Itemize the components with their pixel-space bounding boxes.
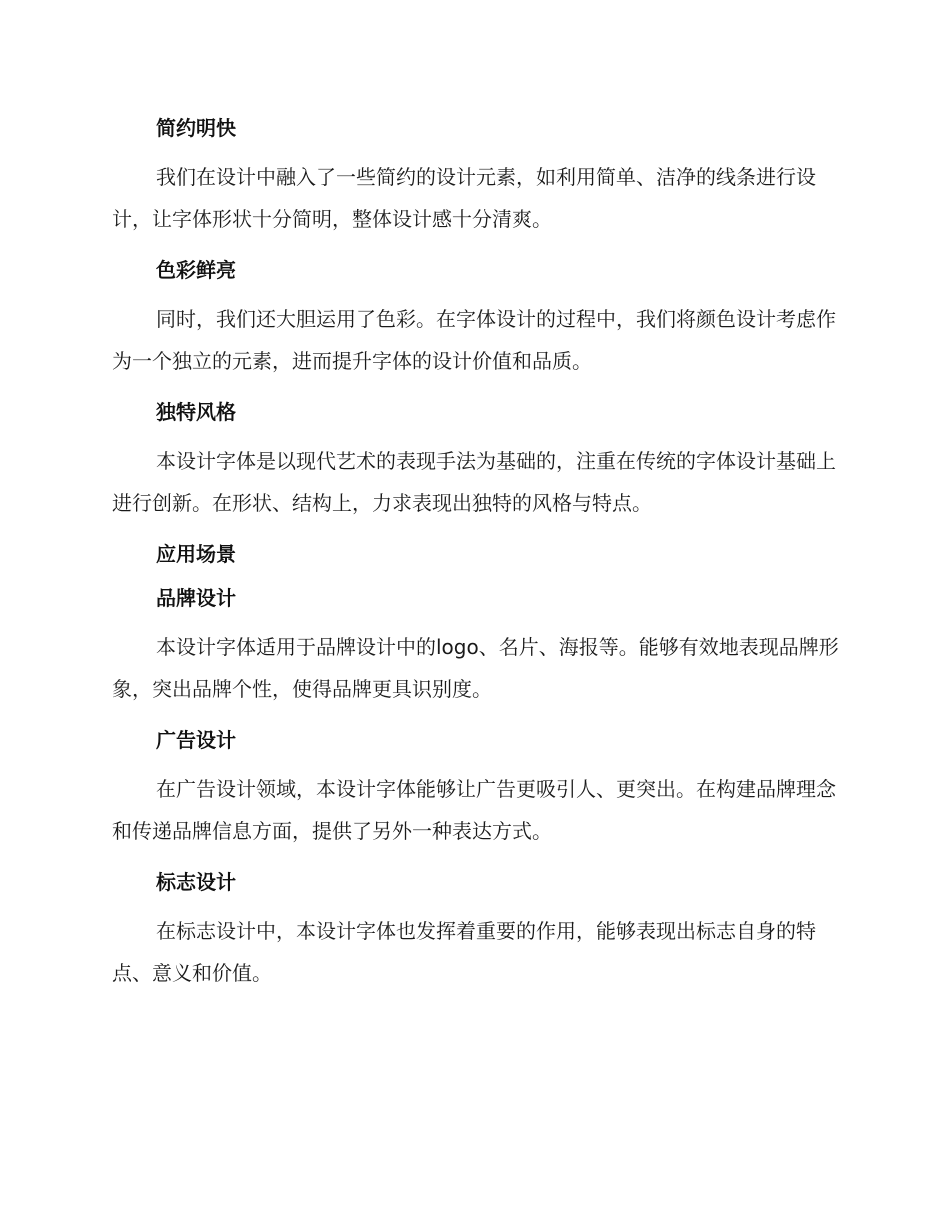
section-paragraph-style: 本设计字体是以现代艺术的表现手法为基础的，注重在传统的字体设计基础上进行创新。在形状、结构上，力求表现出独特的风格与特点。 [112, 449, 836, 515]
section-heading-color: 色彩鲜亮 [156, 258, 236, 282]
section-heading-brand: 品牌设计 [156, 586, 236, 610]
section-paragraph-simple: 我们在设计中融入了一些简约的设计元素，如利用简单、洁净的线条进行设计，让字体形状十分简明，整体设计感十分清爽。 [112, 165, 816, 231]
section-paragraph-advertising: 在广告设计领域，本设计字体能够让广告更吸引人、更突出。在构建品牌理念和传递品牌信息方面，提供了另外一种表达方式。 [112, 777, 836, 843]
section-heading-style: 独特风格 [156, 400, 236, 424]
section-paragraph-brand: 本设计字体适用于品牌设计中的logo、名片、海报等。能够有效地表现品牌形象，突出品牌个性，使得品牌更具识别度。 [112, 635, 839, 701]
section-heading-advertising: 广告设计 [156, 728, 236, 752]
section-paragraph-logo: 在标志设计中，本设计字体也发挥着重要的作用，能够表现出标志自身的特点、意义和价值。 [112, 919, 816, 985]
document-page [112, 112, 842, 994]
section-heading-simple: 简约明快 [156, 116, 236, 140]
section-paragraph-color: 同时，我们还大胆运用了色彩。在字体设计的过程中，我们将颜色设计考虑作为一个独立的元素，进而提升字体的设计价值和品质。 [112, 307, 836, 373]
section-heading-applications: 应用场景 [156, 542, 236, 566]
section-heading-logo: 标志设计 [156, 870, 236, 894]
